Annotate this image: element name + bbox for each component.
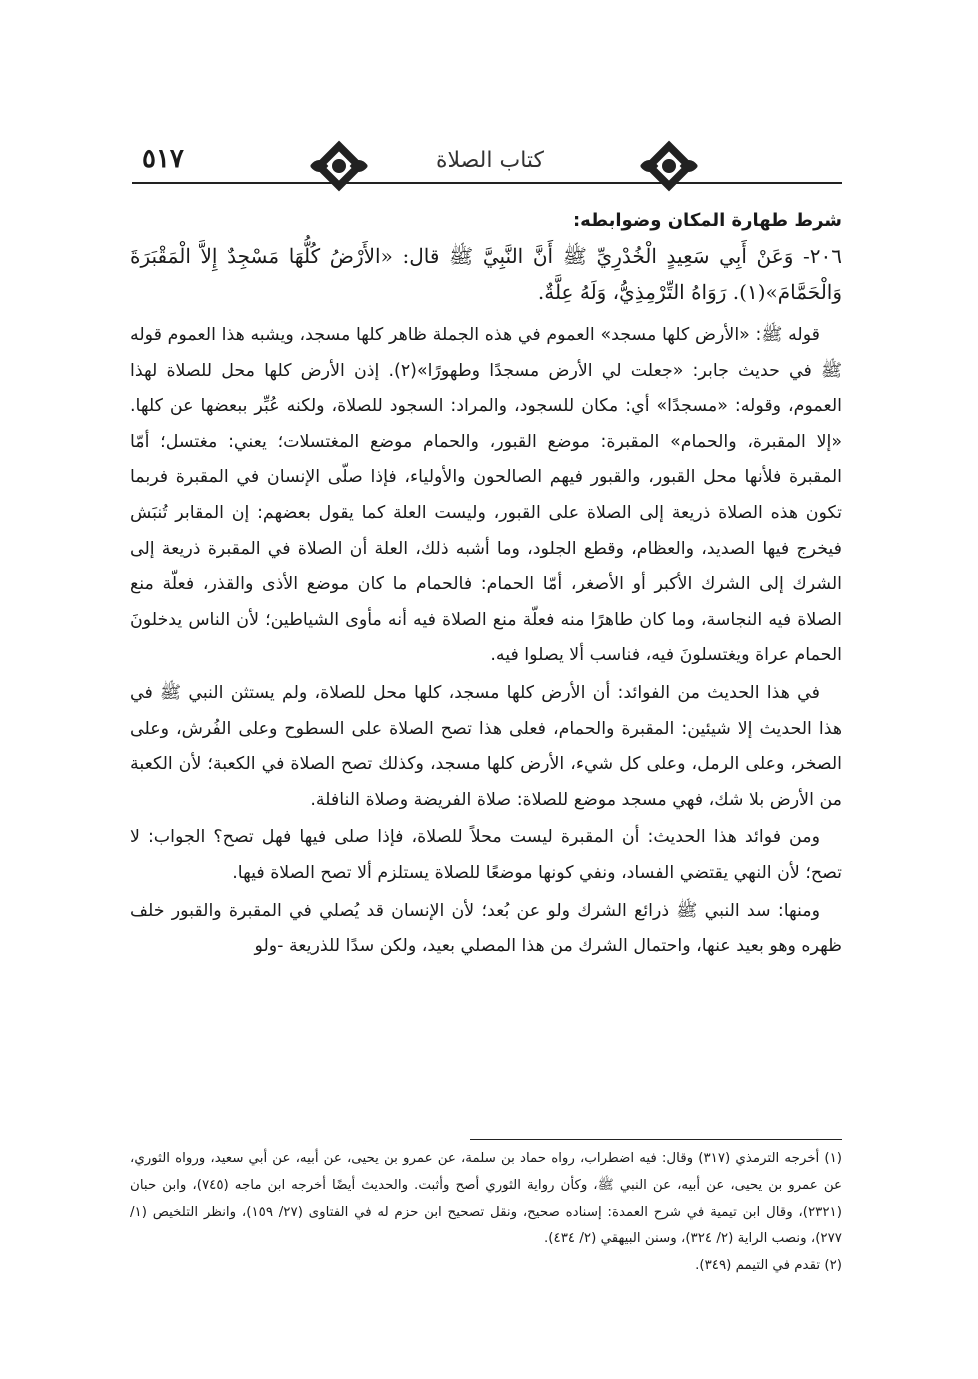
page-number: ٥١٧ [142,144,184,174]
footnote-2: (٢) تقدم في التيمم (٣٤٩). [695,1258,842,1274]
right-ornament-icon [637,138,701,194]
paragraph-benefits: في هذا الحديث من الفوائد: أن الأرض كلها مسجد، كلها محل للصلاة، ولم يستثن النبي ﷺ في هذا الحديث إلا شيئين: المقبرة والحمام، فعلى هذا تصح الصلاة على السطوح وعلى الفُرش، وعلى الصخر، وعلى الرمل، وعلى كل شيء، الأرض كلها مسجد، وكذلك تصح الصلاة في الكعبة؛ لأن الكعبة من الأرض بلا شك، فهي مسجد موضع للصلاة: صلاة الفريضة وصلاة النافلة. [130,682,842,810]
paragraph-cemetery: ومن فوائد هذا الحديث: أن المقبرة ليست محلاً للصلاة، فإذا صلى فيها فهل تصح؟ الجواب: لا تصح؛ لأن النهي يقتضي الفساد، ونفي كونها موضعًا للصلاة يستلزم ألا تصح الصلاة فيها. [130,827,842,883]
paragraph-commentary: قوله ﷺ: «الأرض كلها مسجد» العموم في هذه الجملة ظاهر كلها مسجد، ويشبه هذا العموم قوله ﷺ في حديث جابر: «جعلت لي الأرض مسجدًا وطهورًا»(٢). إذن الأرض كلها محل للصلاة لهذا العموم، وقوله: «مسجدًا» أي: مكان للسجود، والمراد: السجود للصلاة، ولكنه عُبِّر ببعضها عن كلها. «إلا المقبرة، والحمام» المقبرة: موضع القبور، والحمام موضع المغتسلات؛ يعني: مغتسل؛ أمّا المقبرة فلأنها محل القبور، والقبور فيهم الصالحون والأولياء، فإذا صلّى الإنسان في المقبرة فربما تكون هذه الصلاة ذريعة إلى الصلاة على القبور، وليست العلة كما يقول بعضهم: إن المقابر تُنبَش فيخرج فيها الصديد، والعظام، وقطع الجلود، وما أشبه ذلك، العلة أن الصلاة في المقبرة ذريعة إلى الشرك إلى الشرك الأكبر أو الأصغر، أمّا الحمام: فالحمام ما كان موضع الأذى والقذر، فعلّة منع الصلاة فيه النجاسة، وما كان طاهرًا منه فعلّة منع الصلاة فيه أنه مأوى الشياطين؛ لأن الناس يدخلونَ الحمام عراة ويغتسلونَ فيه، فناسب ألا يصلوا فيه. [130,325,842,666]
left-ornament-icon [307,138,371,194]
hadith-text: ٢٠٦- وَعَنْ أَبِي سَعِيدٍ الْخُدْرِيِّ ﷺ أَنَّ النَّبِيَّ ﷺ قال: «الأَرْضُ كُلُّهَا مَسْجِدٌ إِلاَّ الْمَقْبَرَةَ وَالْحَمَّامَ»(١). رَوَاهُ التِّرْمِذِيُّ، وَلَهُ عِلَّةٌ. [130,244,842,304]
footnote-divider [470,1139,842,1140]
footnotes [130,1146,842,1280]
paragraph-shirk: ومنها: سد النبي ﷺ ذرائع الشرك ولو عن بُعد؛ لأن الإنسان قد يُصلي في المقبرة والقبور خلف ظهره وهو بعيد عنها، واحتمال الشرك من هذا المصلي بعيد، ولكن سدًا للذريعة -ولو [130,900,842,957]
section-title: شرط طهارة المكان وضوابطه: [572,210,842,231]
page-header [132,138,842,198]
chapter-title: كتاب الصلاة [435,148,545,173]
main-text [130,206,842,967]
header-rule [132,182,842,184]
footnote-1: (١) أخرجه الترمذي (٣١٧) وقال: فيه اضطراب، رواه حماد بن سلمة، عن عمرو بن يحيى، عن أبيه، عن أبي سعيد، ورواه الثوري، عن عمرو بن يحيى، عن أبيه، عن النبي ﷺ، وكأن رواية الثوري أصح وأثبت. والحديث أيضًا أخرجه ابن ماجه (٧٤٥)، وابن حبان (٢٣٢١)، وقال ابن تيمية في شرح العمدة: إسناده صحيح، ونقل تصحيح ابن حزم له في الفتاوى (٢٧/ ١٥٩)، وانظر التلخيص (١/ ٢٧٧)، ونصب الراية (٢/ ٣٢٤)، وسنن البيهقي (٢/ ٤٣٤). [130,1151,843,1247]
